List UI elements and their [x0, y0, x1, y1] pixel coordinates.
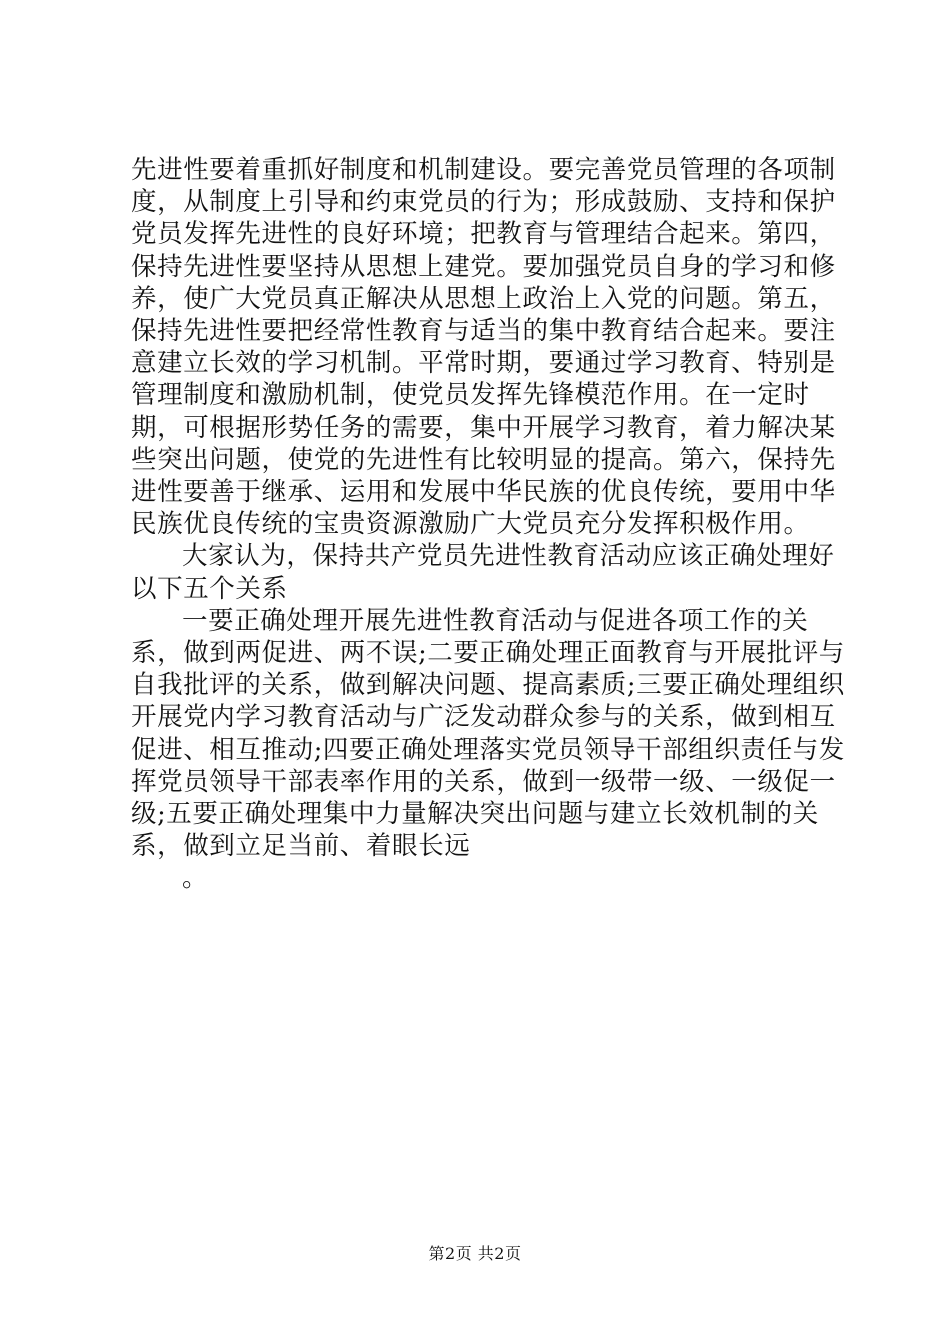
paragraph-continuation: 先进性要着重抓好制度和机制建设。要完善党员管理的各项制度，从制度上引导和约束党员的行为；形成鼓励、支持和保护党员发挥先进性的良好环境；把教育与管理结合起来。第四，保持先进性要坚持从思想上建党。要加强党员自身的学习和修养，使广大党员真正解决从思想上政治上入党的问题。第五，保持先进性要把经常性教育与适当的集中教育结合起来。要注意建立长效的学习机制。平常时期，要通过学习教育、特别是管理制度和激励机制，使党员发挥先锋模范作用。在一定时期，可根据形势任务的需要，集中开展学习教育，着力解决某些突出问题，使党的先进性有比较明显的提高。第六，保持先进性要善于继承、运用和发展中华民族的优良传统，要用中华民族优良传统的宝贵资源激励广大党员充分发挥积极作用。 [131, 155, 836, 540]
paragraph-closing-mark: 。 [182, 863, 209, 894]
paragraph-summary: 大家认为，保持共产党员先进性教育活动应该正确处理好以下五个关系 [131, 541, 835, 604]
page-footer [0, 1244, 950, 1264]
paragraph-five-relations: 一要正确处理开展先进性教育活动与促进各项工作的关系，做到两促进、两不误;二要正确处理正面教育与开展批评与自我批评的关系，做到解决问题、提高素质;三要正确处理组织开展党内学习教育活动与广泛发动群众参与的关系，做到相互促进、相互推动;四要正确处理落实党员领导干部组织责任与发挥党员领导干部表率作用的关系，做到一级带一级、一级促一级;五要正确处理集中力量解决突出问题与建立长效机制的关系，做到立足当前、着眼长远 [131, 605, 845, 862]
document-body [131, 154, 856, 895]
page-number: 第2页 共2页 [428, 1244, 522, 1263]
